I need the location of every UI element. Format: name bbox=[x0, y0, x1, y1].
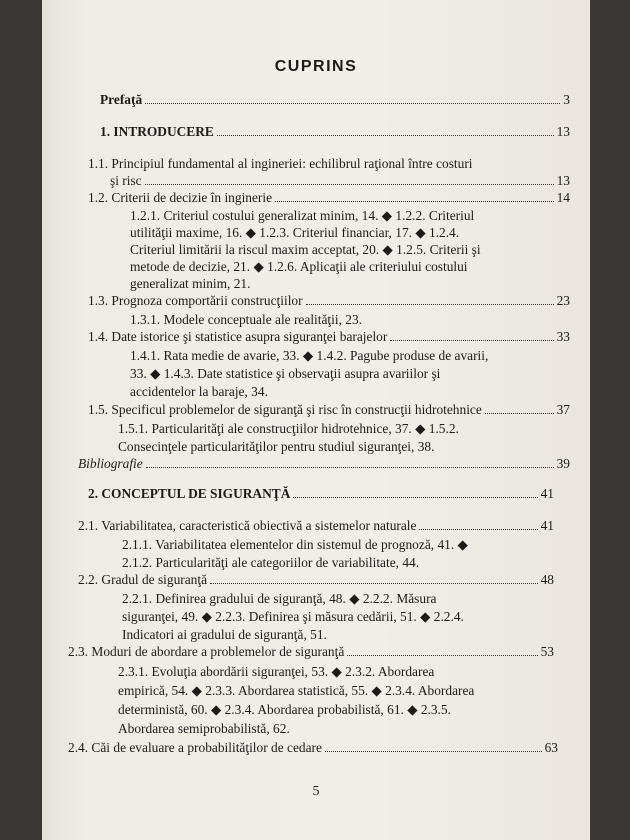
page-title: CUPRINS bbox=[274, 58, 358, 75]
toc-subentry: 2.1.1. Variabilitatea elementelor din sistemul de prognoză, 41. ◆ bbox=[122, 537, 468, 552]
toc-entry-1-2 bbox=[88, 190, 570, 206]
leader-dots bbox=[145, 184, 554, 185]
toc-entry-2-1 bbox=[78, 518, 554, 534]
toc-page: 3 bbox=[563, 92, 570, 107]
toc-entry-1-4 bbox=[88, 329, 570, 345]
toc-entry-chapter-1 bbox=[100, 124, 570, 140]
toc-page: 48 bbox=[540, 572, 554, 587]
leader-dots bbox=[217, 135, 554, 136]
toc-subentry: 1.4.1. Rata medie de avarie, 33. ◆ 1.4.2. Pagube produse de avarii, bbox=[130, 348, 489, 363]
toc-subentry: 1.2.1. Criteriul costului generalizat minim, 14. ◆ 1.2.2. Criteriul bbox=[130, 208, 475, 223]
toc-label: 2.4. Căi de evaluare a probabilităţilor de cedare bbox=[68, 740, 322, 755]
toc-label: 1.5. Specificul problemelor de siguranţă şi risc în construcţii hidrotehnice bbox=[88, 402, 482, 417]
leader-dots bbox=[419, 529, 537, 530]
toc-label: 2.3. Moduri de abordare a problemelor de siguranţă bbox=[68, 644, 345, 659]
leader-dots bbox=[293, 497, 537, 498]
toc-subentry: Criteriul limitării la riscul maxim acceptat, 20. ◆ 1.2.5. Criterii şi bbox=[130, 242, 481, 257]
leader-dots bbox=[390, 340, 553, 341]
toc-label: 1.3. Prognoza comportării construcţiilor bbox=[88, 293, 303, 308]
toc-page: 41 bbox=[540, 518, 554, 533]
toc-page: 14 bbox=[556, 190, 570, 205]
toc-entry-1-5 bbox=[88, 402, 570, 418]
toc-subentry: 1.3.1. Modele conceptuale ale realităţii, 23. bbox=[130, 312, 363, 327]
toc-label: 1.4. Date istorice şi statistice asupra siguranţei barajelor bbox=[88, 329, 388, 344]
toc-page: 63 bbox=[544, 740, 558, 755]
leader-dots bbox=[275, 201, 554, 202]
toc-label: 2.1. Variabilitatea, caracteristică obiectivă a sistemelor naturale bbox=[78, 518, 417, 533]
toc-subentry: Abordarea semiprobabilistă, 62. bbox=[118, 721, 290, 736]
toc-label: şi risc bbox=[110, 173, 142, 188]
toc-subentry: 33. ◆ 1.4.3. Date statistice şi observaţii asupra avariilor şi bbox=[130, 366, 441, 381]
toc-subentry: Indicatori ai gradului de siguranţă, 51. bbox=[122, 627, 327, 642]
toc-entry-1-1 bbox=[110, 173, 570, 189]
leader-dots bbox=[325, 751, 542, 752]
leader-dots bbox=[210, 583, 538, 584]
toc-entry-1-3 bbox=[88, 293, 570, 309]
toc-page: 53 bbox=[540, 644, 554, 659]
toc-entry-2-2 bbox=[78, 572, 554, 588]
toc-subentry: siguranţei, 49. ◆ 2.2.3. Definirea şi măsura cedării, 51. ◆ 2.2.4. bbox=[122, 609, 464, 624]
toc-page: 13 bbox=[556, 173, 570, 188]
toc-label: 2. CONCEPTUL DE SIGURANŢĂ bbox=[88, 486, 291, 501]
toc-subentry: 1.5.1. Particularităţi ale construcţiilor hidrotehnice, 37. ◆ 1.5.2. bbox=[118, 421, 459, 436]
toc-subentry: empirică, 54. ◆ 2.3.3. Abordarea statistică, 55. ◆ 2.3.4. Abordarea bbox=[118, 683, 475, 698]
toc-subentry: accidentelor la baraje, 34. bbox=[130, 384, 268, 399]
toc-entry-bibliografie bbox=[78, 456, 570, 472]
toc-subentry: 2.2.1. Definirea gradului de siguranţă, 48. ◆ 2.2.2. Măsura bbox=[122, 591, 437, 606]
toc-subentry: 2.1.2. Particularităţi ale categoriilor de variabilitate, 44. bbox=[122, 555, 420, 570]
toc-entry-prefata bbox=[100, 92, 570, 108]
toc-page: 37 bbox=[556, 402, 570, 417]
toc-page: 39 bbox=[556, 456, 570, 471]
toc-subentry: Consecinţele particularităţilor pentru studiul siguranţei, 38. bbox=[118, 439, 435, 454]
toc-subentry: utilităţii maxime, 16. ◆ 1.2.3. Criteriul financiar, 17. ◆ 1.2.4. bbox=[130, 225, 460, 240]
toc-page: 13 bbox=[556, 124, 570, 139]
toc-entry-1-1-line1: 1.1. Principiul fundamental al ingineriei: echilibrul raţional între costuri bbox=[88, 156, 473, 171]
toc-entry-2-3 bbox=[68, 644, 554, 660]
leader-dots bbox=[347, 655, 537, 656]
toc-label: Bibliografie bbox=[78, 456, 143, 471]
toc-subentry: generalizat minim, 21. bbox=[130, 276, 251, 291]
toc-label: 2.2. Gradul de siguranţă bbox=[78, 572, 208, 587]
toc-label: Prefaţă bbox=[100, 92, 143, 107]
book-page bbox=[42, 0, 590, 840]
toc-entry-chapter-2 bbox=[88, 486, 554, 502]
toc-label: 1.2. Criterii de decizie în inginerie bbox=[88, 190, 273, 205]
toc-page: 23 bbox=[556, 293, 570, 308]
toc-subentry: deterministă, 60. ◆ 2.3.4. Abordarea probabilistă, 61. ◆ 2.3.5. bbox=[118, 702, 451, 717]
leader-dots bbox=[146, 467, 554, 468]
leader-dots bbox=[145, 103, 560, 104]
toc-subentry: metode de decizie, 21. ◆ 1.2.6. Aplicaţii ale criteriului costului bbox=[130, 259, 468, 274]
toc-entry-2-4 bbox=[68, 740, 558, 756]
page-number: 5 bbox=[312, 784, 320, 799]
toc-subentry: 2.3.1. Evoluţia abordării siguranţei, 53. ◆ 2.3.2. Abordarea bbox=[118, 664, 435, 679]
leader-dots bbox=[485, 413, 554, 414]
toc-page: 33 bbox=[556, 329, 570, 344]
leader-dots bbox=[306, 304, 554, 305]
toc-label: 1. INTRODUCERE bbox=[100, 124, 214, 139]
toc-page: 41 bbox=[540, 486, 554, 501]
